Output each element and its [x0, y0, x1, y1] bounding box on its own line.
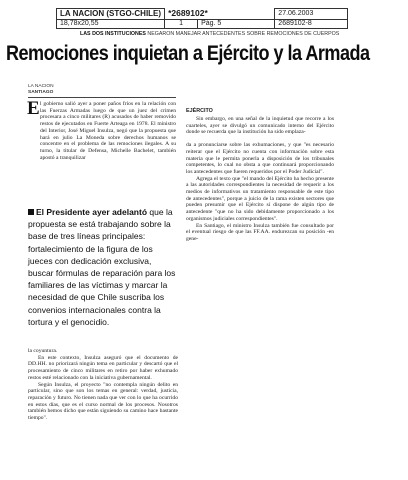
clipping-count: 1	[165, 20, 198, 29]
byline	[28, 84, 54, 96]
byline-divider	[28, 97, 176, 98]
article-column-left-bottom	[28, 348, 178, 422]
clipping-header	[56, 8, 348, 29]
section-subhead: EJÉRCITO	[186, 108, 213, 114]
kicker-label: LAS DOS INSTITUCIONES	[80, 31, 146, 37]
clipping-publication: LA NACION (STGO-CHILE)	[57, 9, 165, 20]
clipping-code-cell	[165, 9, 275, 20]
kicker	[80, 31, 370, 37]
clipping-size: 18,78x20,55	[57, 20, 165, 29]
clipping-date: 27.06.2003	[275, 9, 348, 20]
article-paragraph-r1: Sin embargo, en una señal de la inquietud que recorre a los cuarteles, ayer se divulgó un comunicado interno del Ejército donde se recuerda que la institución ha sido emplaza-	[186, 116, 334, 136]
byline-city: SANTIAGO	[28, 90, 54, 95]
article-paragraph-r2: da a pronunciarse sobre las exhumaciones, y que "es necesario reiterar que el Ejército no cuenta con información sobre esta materia que le permita ponerla a disposición de los tribunales competentes, lo cual no obsta a que continuará proporcionando los antecedentes que fueren requeridos por el Poder Judicial".	[186, 142, 334, 175]
headline: Remociones inquietan a Ejército y la Armada	[6, 42, 370, 65]
article-column-left-top	[40, 101, 176, 161]
article-column-right	[186, 108, 334, 243]
article-paragraph-r4: En Santiago, el ministro Insulza también fue consultado por el eventual riesgo de que las FF.AA. endurezcan su posición -en gene-	[186, 222, 334, 242]
clipping-code: *2689102*	[168, 8, 208, 18]
kicker-text: NEGARON MANEJAR ANTECEDENTES SOBRE REMOCIONES DE CUERPOS	[147, 31, 340, 37]
lead-bold: El Presidente ayer adelantó	[36, 207, 148, 217]
article-paragraph-2: En este contexto, Insulza aseguró que el documento de DD.HH. no priorizará ningún tema en particular y descartó que el procesamiento de cinco militares en retiro por haber exhumado restos esté relacionado con la iniciativa gubernamental.	[28, 354, 178, 381]
byline-source: LA NACION	[28, 84, 54, 89]
article-paragraph-2a: la coyuntura.	[28, 348, 58, 354]
lead-text: que la propuesta se está trabajando sobre la base de tres líneas principales: fortalecimiento de la figura de los jueces con dedicación exclusiva, buscar fórmulas de reparación para los familiares de las víctimas y marcar la necesidad de que Chile suscriba los convenios internacionales contra la tortura y el genocidio.	[28, 207, 176, 327]
clipping-page: Pág. 5	[198, 20, 275, 29]
bullet-square-icon	[28, 209, 34, 215]
drop-cap: E	[27, 98, 40, 119]
clipping-ref: 2689102-8	[275, 20, 348, 29]
article-paragraph-3: Según Insulza, el proyecto "no contempla ningún delito en particular, sino que son los temas en general: verdad, justicia, reparación y futuro. No tienen nada que ver con lo que ha ocurrido en estos días, que es el curso normal de los procesos. Nosotros también hemos dicho que están siguiendo su camino hace bastante tiempo".	[28, 381, 178, 422]
article-paragraph-r3: Agrega el texto que "el mando del Ejército ha hecho presente a las autoridades correspondientes la necesidad de requerir a los medios de informativos un tratamiento responsable de este tipo de antecedentes", porque a juicio de la rama existen sectores que pueden presumir que el Ejército sí dispone de algún tipo de antecedente "que no ha sido debidamente proporcionado a los organismos judiciales correspondientes".	[186, 175, 334, 222]
lead-paragraph	[28, 206, 178, 328]
article-paragraph-1: l gobierno salió ayer a poner paños fríos en la relación con las Fuerzas Armadas luego de que un juez del crimen procesara a cinco militares (R) acusados de haber removido restos de ejecutados en Fuerte Arteaga en 1978. El ministro del Interior, José Miguel Insulza, negó que la propuesta que hará en julio La Moneda sobre derechos humanos se concentre en el problema de las remociones ilegales. A su turno, la titular de Defensa, Michelle Bachelet, también apostó a tranquilizar	[40, 101, 176, 161]
